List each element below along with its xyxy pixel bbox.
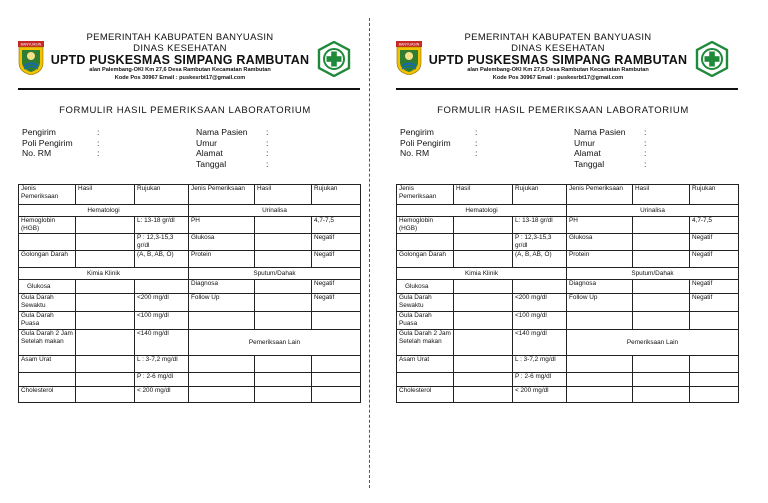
- result-cell[interactable]: [255, 280, 312, 294]
- table-row: [19, 312, 361, 330]
- table-row: [397, 217, 739, 234]
- reference-value: Negatif: [690, 251, 739, 268]
- reference-value: <100 mg/dl: [135, 312, 189, 330]
- test-name: Diagnosa: [189, 280, 255, 294]
- result-cell[interactable]: [76, 234, 135, 251]
- patient-name-label: Nama Pasien: [196, 127, 248, 137]
- result-cell[interactable]: [76, 251, 135, 268]
- colon: :: [644, 137, 647, 148]
- result-cell[interactable]: [633, 234, 690, 251]
- sender-label: Pengirim: [400, 127, 434, 137]
- clinic-name: UPTD PUSKESMAS SIMPANG RAMBUTAN: [428, 53, 688, 67]
- other-test-cell[interactable]: [567, 356, 633, 373]
- form-title: FORMULIR HASIL PEMERIKSAAN LABORATORIUM: [59, 105, 311, 116]
- patient-info: [196, 127, 356, 169]
- patient-name-label: Nama Pasien: [574, 127, 626, 137]
- test-name: Asam Urat: [397, 356, 454, 373]
- reference-value: Negatif: [690, 280, 739, 294]
- reference-value: [690, 356, 739, 373]
- test-name: Cholesterol: [19, 387, 76, 403]
- colon: :: [475, 137, 478, 148]
- age-label: Umur: [196, 137, 218, 148]
- test-name: Protein: [567, 251, 633, 268]
- table-row: [397, 356, 739, 373]
- header-cell: Hasil: [255, 185, 312, 205]
- test-name: [397, 373, 454, 387]
- result-cell[interactable]: [633, 356, 690, 373]
- result-cell[interactable]: [76, 217, 135, 234]
- result-cell[interactable]: [255, 387, 312, 403]
- table-row: [19, 294, 361, 312]
- address-label: Alamat: [196, 148, 223, 159]
- result-cell[interactable]: [255, 234, 312, 251]
- reference-value: L : 3-7,2 mg/dl: [513, 356, 567, 373]
- result-cell[interactable]: [255, 356, 312, 373]
- reference-value: P : 2-6 mg/dl: [135, 373, 189, 387]
- clinic-contact: Kode Pos 30967 Email : puskesrbt17@gmail.com: [114, 75, 246, 81]
- reference-value: (A, B, AB, O): [135, 251, 189, 268]
- patient-info: [574, 127, 734, 169]
- table-row: [397, 330, 739, 356]
- result-cell[interactable]: [255, 294, 312, 312]
- form-title: FORMULIR HASIL PEMERIKSAAN LABORATORIUM: [437, 105, 689, 116]
- reference-value: <200 mg/dl: [513, 294, 567, 312]
- reference-value: [513, 280, 567, 294]
- table-row: [19, 280, 361, 294]
- age-label: Umur: [574, 137, 596, 148]
- header-cell: Jenis Pemeriksaan: [19, 185, 76, 205]
- table-row: [19, 268, 361, 280]
- reference-value: <200 mg/dl: [135, 294, 189, 312]
- test-name: Glukosa: [397, 280, 454, 294]
- lab-form-copy-right: [388, 0, 738, 503]
- date-label: Tanggal: [574, 158, 605, 169]
- other-test-cell[interactable]: [189, 373, 255, 387]
- gov-name: PEMERINTAH KABUPATEN BANYUASIN: [86, 32, 274, 43]
- section-sputum: Sputum/Dahak: [567, 268, 739, 280]
- reference-value: Negatif: [312, 294, 361, 312]
- test-name: [19, 234, 76, 251]
- reference-value: < 200 mg/dl: [135, 387, 189, 403]
- sender-poli-label: Poli Pengirim: [22, 137, 73, 148]
- reference-value: Negatif: [312, 280, 361, 294]
- letterhead: [388, 33, 738, 89]
- colon: :: [644, 158, 647, 169]
- result-cell[interactable]: [255, 217, 312, 234]
- table-row: [19, 217, 361, 234]
- test-name: Gula Darah Sewaktu: [397, 294, 454, 312]
- table-row: [397, 280, 739, 294]
- table-row: [19, 205, 361, 217]
- result-cell[interactable]: [76, 312, 135, 330]
- reference-value: < 200 mg/dl: [513, 387, 567, 403]
- colon: :: [97, 137, 100, 148]
- result-cell[interactable]: [454, 387, 513, 403]
- section-pemeriksaan-lain: Pemeriksaan Lain: [189, 330, 361, 356]
- reference-value: P : 2-6 mg/dl: [513, 373, 567, 387]
- colon: :: [97, 148, 100, 159]
- sender-info: [400, 127, 560, 159]
- colon: :: [644, 127, 647, 137]
- table-header-row: [397, 185, 739, 205]
- result-cell[interactable]: [454, 217, 513, 234]
- test-name: Glukosa: [19, 280, 76, 294]
- reference-value: 4,7-7,5: [312, 217, 361, 234]
- address-label: Alamat: [574, 148, 601, 159]
- header-cell: Rujukan: [312, 185, 361, 205]
- result-cell[interactable]: [76, 387, 135, 403]
- agency-name: DINAS KESEHATAN: [511, 43, 605, 54]
- reference-value: <140 mg/dl: [135, 330, 189, 356]
- header-cell: Hasil: [454, 185, 513, 205]
- puskesmas-logo-icon: [694, 41, 730, 77]
- test-name: Gula Darah 2 Jam Setelah makan: [397, 330, 454, 356]
- section-sputum: Sputum/Dahak: [189, 268, 361, 280]
- test-name: PH: [567, 217, 633, 234]
- header-cell: Hasil: [633, 185, 690, 205]
- puskesmas-logo-icon: [316, 41, 352, 77]
- reference-value: Negatif: [690, 234, 739, 251]
- result-cell[interactable]: [76, 280, 135, 294]
- sender-label: Pengirim: [22, 127, 56, 137]
- result-cell[interactable]: [633, 312, 690, 330]
- table-row: [397, 312, 739, 330]
- letterhead: [10, 33, 360, 89]
- section-urinalisa: Urinalisa: [567, 205, 739, 217]
- test-name: Follow Up: [567, 294, 633, 312]
- agency-name: DINAS KESEHATAN: [133, 43, 227, 54]
- table-row: [397, 234, 739, 251]
- reference-value: <100 mg/dl: [513, 312, 567, 330]
- section-urinalisa: Urinalisa: [189, 205, 361, 217]
- test-name: [567, 312, 633, 330]
- table-row: [397, 251, 739, 268]
- result-cell[interactable]: [454, 251, 513, 268]
- test-name: Diagnosa: [567, 280, 633, 294]
- result-cell[interactable]: [454, 356, 513, 373]
- section-kimia-klinik: Kimia Klinik: [397, 268, 567, 280]
- table-row: [19, 234, 361, 251]
- test-name: [189, 312, 255, 330]
- date-label: Tanggal: [196, 158, 227, 169]
- reference-value: Negatif: [312, 251, 361, 268]
- colon: :: [266, 158, 269, 169]
- reference-value: L: 13-18 gr/dl: [513, 217, 567, 234]
- result-cell[interactable]: [76, 294, 135, 312]
- table-row: [397, 205, 739, 217]
- result-cell[interactable]: [454, 373, 513, 387]
- table-row: [397, 373, 739, 387]
- table-row: [19, 356, 361, 373]
- reference-value: 4,7-7,5: [690, 217, 739, 234]
- test-name: Asam Urat: [19, 356, 76, 373]
- lab-results-table: [18, 184, 361, 403]
- result-cell[interactable]: [633, 280, 690, 294]
- header-cell: Jenis Pemeriksaan: [567, 185, 633, 205]
- sender-poli-label: Poli Pengirim: [400, 137, 451, 148]
- cut-line: [369, 18, 370, 488]
- clinic-address: alan Palembang-OKI Km 27,6 Desa Rambutan Kecamatan Rambutan: [467, 67, 649, 73]
- result-cell[interactable]: [454, 280, 513, 294]
- reference-value: [690, 387, 739, 403]
- reference-value: [135, 280, 189, 294]
- table-header-row: [19, 185, 361, 205]
- result-cell[interactable]: [633, 373, 690, 387]
- table-row: [397, 268, 739, 280]
- result-cell[interactable]: [454, 234, 513, 251]
- table-row: [19, 387, 361, 403]
- reference-value: L: 13-18 gr/dl: [135, 217, 189, 234]
- reference-value: [690, 312, 739, 330]
- sender-info: [22, 127, 182, 159]
- result-cell[interactable]: [454, 330, 513, 356]
- table-row: [19, 330, 361, 356]
- result-cell[interactable]: [255, 373, 312, 387]
- reference-value: Negatif: [312, 234, 361, 251]
- reference-value: <140 mg/dl: [513, 330, 567, 356]
- banyuasin-emblem-icon: [18, 41, 44, 75]
- test-name: Golongan Darah: [19, 251, 76, 268]
- header-cell: Jenis Pemeriksaan: [189, 185, 255, 205]
- header-rule: [18, 88, 360, 90]
- test-name: Glukosa: [189, 234, 255, 251]
- section-kimia-klinik: Kimia Klinik: [19, 268, 189, 280]
- reference-value: (A, B, AB, O): [513, 251, 567, 268]
- section-pemeriksaan-lain: Pemeriksaan Lain: [567, 330, 739, 356]
- lab-results-table: [396, 184, 739, 403]
- reference-value: [312, 356, 361, 373]
- table-row: [397, 294, 739, 312]
- other-test-cell[interactable]: [189, 356, 255, 373]
- result-cell[interactable]: [255, 251, 312, 268]
- clinic-address: alan Palembang-OKI Km 27,6 Desa Rambutan Kecamatan Rambutan: [89, 67, 271, 73]
- result-cell[interactable]: [454, 294, 513, 312]
- reference-value: [312, 387, 361, 403]
- result-cell[interactable]: [633, 251, 690, 268]
- other-test-cell[interactable]: [567, 373, 633, 387]
- reference-value: [690, 373, 739, 387]
- other-test-cell[interactable]: [567, 387, 633, 403]
- result-cell[interactable]: [76, 356, 135, 373]
- colon: :: [266, 137, 269, 148]
- reference-value: P : 12,3-15,3 gr/dl: [135, 234, 189, 251]
- test-name: Golongan Darah: [397, 251, 454, 268]
- table-row: [19, 251, 361, 268]
- test-name: PH: [189, 217, 255, 234]
- result-cell[interactable]: [633, 387, 690, 403]
- gov-name: PEMERINTAH KABUPATEN BANYUASIN: [464, 32, 652, 43]
- test-name: [19, 373, 76, 387]
- result-cell[interactable]: [76, 373, 135, 387]
- logo-left-text: BANYUASIN: [20, 42, 42, 47]
- header-cell: Hasil: [76, 185, 135, 205]
- header-rule: [396, 88, 738, 90]
- reference-value: Negatif: [690, 294, 739, 312]
- banyuasin-emblem-icon: [396, 41, 422, 75]
- medical-record-label: No. RM: [400, 148, 430, 159]
- test-name: Gula Darah Sewaktu: [19, 294, 76, 312]
- colon: :: [644, 148, 647, 159]
- clinic-name: UPTD PUSKESMAS SIMPANG RAMBUTAN: [50, 53, 310, 67]
- colon: :: [475, 148, 478, 159]
- test-name: Gula Darah 2 Jam Setelah makan: [19, 330, 76, 356]
- header-cell: Rujukan: [513, 185, 567, 205]
- medical-record-label: No. RM: [22, 148, 52, 159]
- reference-value: L : 3-7,2 mg/dl: [135, 356, 189, 373]
- section-hematologi: Hematologi: [397, 205, 567, 217]
- clinic-contact: Kode Pos 30967 Email : puskesrbt17@gmail.com: [492, 75, 624, 81]
- test-name: Protein: [189, 251, 255, 268]
- test-name: Glukosa: [567, 234, 633, 251]
- table-row: [19, 373, 361, 387]
- reference-value: [312, 373, 361, 387]
- colon: :: [97, 127, 100, 137]
- test-name: Follow Up: [189, 294, 255, 312]
- logo-left-text: BANYUASIN: [398, 42, 420, 47]
- colon: :: [475, 127, 478, 137]
- test-name: Hemoglobin (HGB): [397, 217, 454, 234]
- colon: :: [266, 127, 269, 137]
- test-name: [397, 234, 454, 251]
- header-cell: Jenis Pemeriksaan: [397, 185, 454, 205]
- test-name: Gula Darah Puasa: [397, 312, 454, 330]
- reference-value: P : 12,3-15,3 gr/dl: [513, 234, 567, 251]
- result-cell[interactable]: [633, 294, 690, 312]
- test-name: Gula Darah Puasa: [19, 312, 76, 330]
- test-name: Cholesterol: [397, 387, 454, 403]
- result-cell[interactable]: [633, 217, 690, 234]
- other-test-cell[interactable]: [189, 387, 255, 403]
- header-cell: Rujukan: [690, 185, 739, 205]
- reference-value: [312, 312, 361, 330]
- table-row: [397, 387, 739, 403]
- lab-form-copy-left: [10, 0, 360, 503]
- result-cell[interactable]: [255, 312, 312, 330]
- section-hematologi: Hematologi: [19, 205, 189, 217]
- result-cell[interactable]: [454, 312, 513, 330]
- test-name: Hemoglobin (HGB): [19, 217, 76, 234]
- result-cell[interactable]: [76, 330, 135, 356]
- colon: :: [266, 148, 269, 159]
- header-cell: Rujukan: [135, 185, 189, 205]
